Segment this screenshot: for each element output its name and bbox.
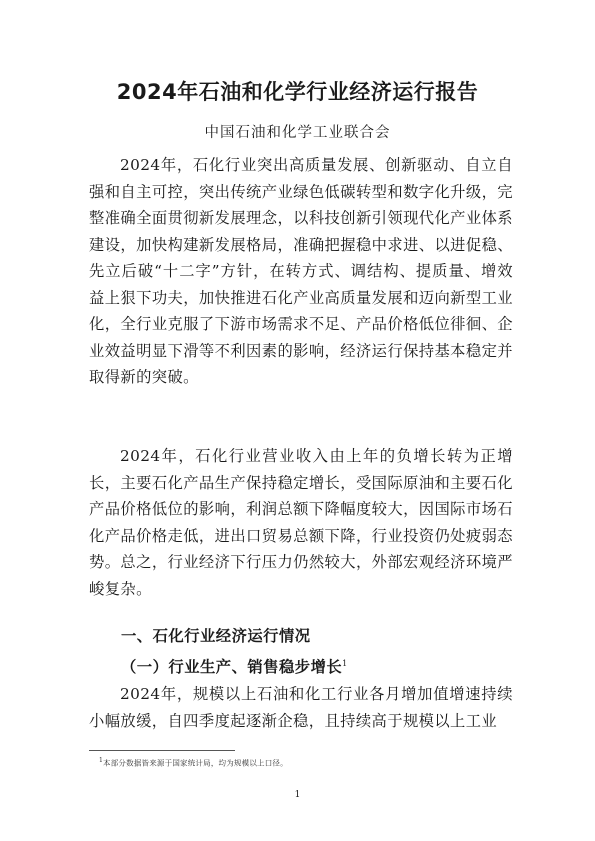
body-paragraph: 2024年，规模以上石油和化工行业各月增加值增速持续小幅放缓，自四季度起逐渐企稳，且持续高于规模以上工业 <box>89 685 513 730</box>
body-paragraph: 2024年，石化行业营业收入由上年的负增长转为正增长，主要石化产品生产保持稳定增长，受国际原油和主要石化产品价格低位的影响，利润总额下降幅度较大，因国际市场石化产品价格走低，进出口贸易总额下降，行业投资仍处疲弱态势。总之，行业经济下行压力仍然较大，外部宏观经济环境严峻复杂。 <box>89 447 513 598</box>
footnote-divider <box>89 750 235 751</box>
footnote-marker: 1 <box>99 757 104 764</box>
footnote <box>99 757 288 769</box>
organization-name: 中国石油和化学工业联合会 <box>204 125 391 141</box>
footnote-text: 本部分数据皆来源于国家统计局，均为规模以上口径。 <box>103 758 288 768</box>
subsection-heading <box>121 655 348 677</box>
section-heading: 一、石化行业经济运行情况 <box>121 627 311 645</box>
subsection-heading-text: （一）行业生产、销售稳步增长 <box>121 658 343 676</box>
document-title: 2024年石油和化学行业经济运行报告 <box>116 80 479 104</box>
footnote-reference[interactable]: 1 <box>342 658 348 668</box>
page-number: 1 <box>294 790 301 800</box>
body-paragraph: 2024年，石化行业突出高质量发展、创新驱动、自立自强和自主可控，突出传统产业绿色低碳转型和数字化升级，完整准确全面贯彻新发展理念，以科技创新引领现代化产业体系建设，加快构建新发展格局，准确把握稳中求进、以进促稳、先立后破“十二字”方针，在转方式、调结构、提质量、增效益上狠下功夫，加快推进石化产业高质量发展和迈向新型工业化，全行业克服了下游市场需求不足、产品价格低位徘徊、企业效益明显下滑等不利因素的影响，经济运行保持基本稳定并取得新的突破。 <box>89 156 513 386</box>
